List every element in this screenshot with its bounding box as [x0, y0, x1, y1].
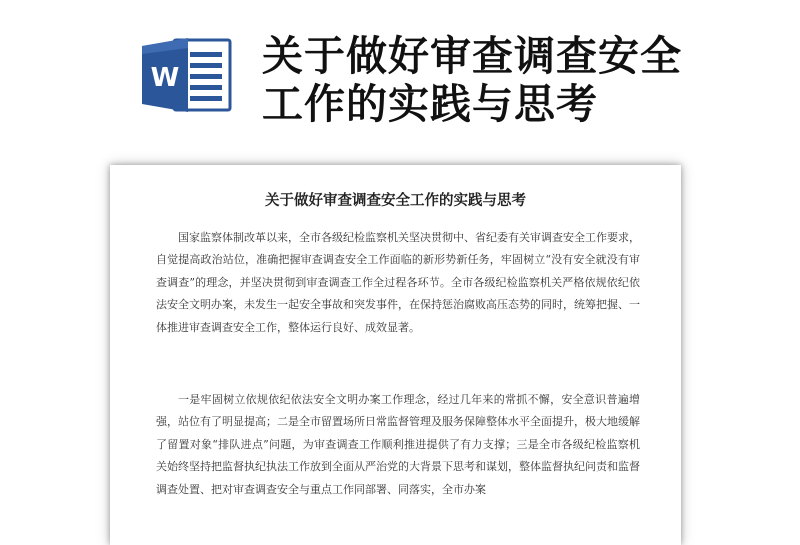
- document-page: [110, 165, 681, 545]
- word-icon-letter: W: [150, 63, 180, 93]
- page-title: 关于做好审查调查安全工作的实践与思考: [262, 32, 682, 128]
- document-paragraph-2: 一是牢固树立依规依纪依法安全文明办案工作理念，经过几年来的常抓不懈，安全意识普遍增强，站位有了明显提高；二是全市留置场所日常监督管理及服务保障整体水平全面提升，极大地缓解了留置对象“排队进点”问题，为审查调查工作顺利推进提供了有力支撑；三是全市各级纪检监察机关始终坚持把监督执纪执法工作放到全面从严治党的大背景下思考和谋划，整体监督执纪问责和监督调查处置、把对审查调查安全与重点工作同部署、同落实，全市办案: [156, 393, 640, 496]
- document-title: 关于做好审查调查安全工作的实践与思考: [265, 192, 526, 209]
- word-document-icon: [140, 36, 232, 114]
- document-paragraph-1: 国家监察体制改革以来，全市各级纪检监察机关坚决贯彻中、省纪委有关审调查安全工作要求，自觉提高政治站位，准确把握审查调查安全工作面临的新形势新任务，牢固树立“没有安全就没有审查调查”的理念，并坚决贯彻到审查调查工作全过程各环节。全市各级纪检监察机关严格依规依纪依法安全文明办案，未发生一起安全事故和突发事件，在保持惩治腐败高压态势的同时，统筹把握、一体推进审查调查安全工作，整体运行良好、成效显著。: [156, 231, 640, 334]
- header: [0, 0, 800, 150]
